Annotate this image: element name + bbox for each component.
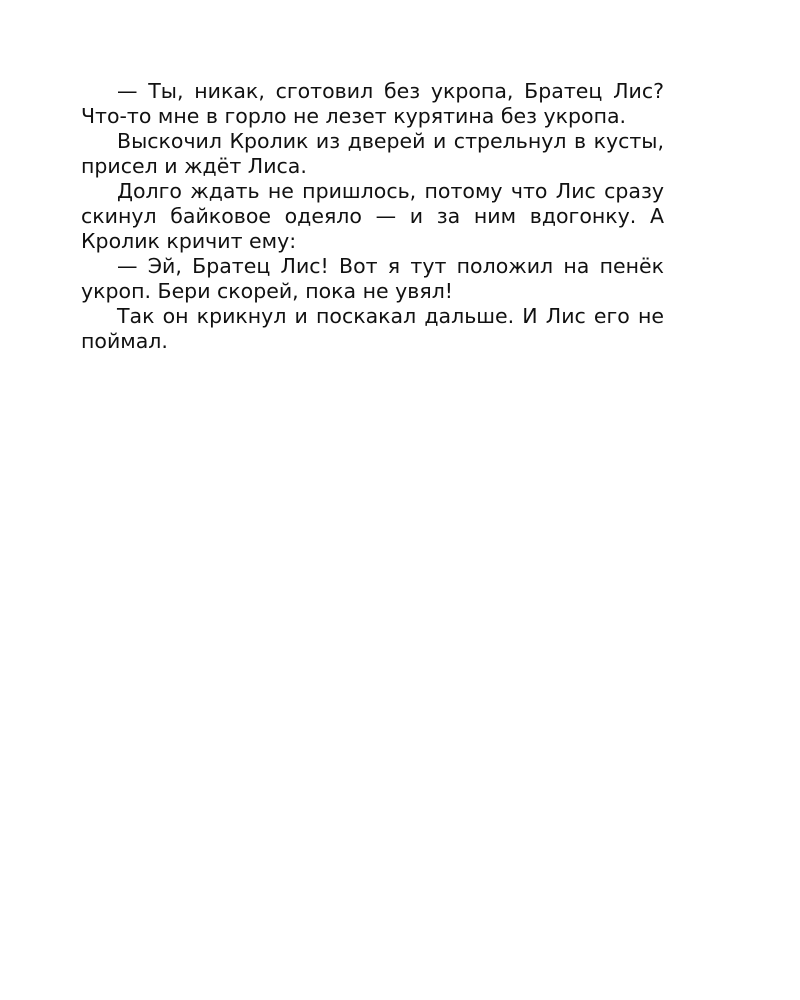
paragraph: — Эй, Братец Лис! Вот я тут положил на пенёк укроп. Бери скорей, пока не увял! (81, 254, 664, 303)
paragraph: Выскочил Кролик из дверей и стрельнул в кусты, присел и ждёт Лиса. (81, 129, 664, 178)
paragraph: Так он крикнул и поскакал дальше. И Лис его не поймал. (81, 304, 664, 353)
paragraph: — Ты, никак, сготовил без укропа, Братец Лис? Что-то мне в горло не лезет курятина без укропа. (81, 79, 664, 128)
page-text-block (81, 79, 664, 354)
paragraph: Долго ждать не пришлось, потому что Лис сразу скинул байковое одеяло — и за ним вдогонку. А Кролик кричит ему: (81, 179, 664, 253)
